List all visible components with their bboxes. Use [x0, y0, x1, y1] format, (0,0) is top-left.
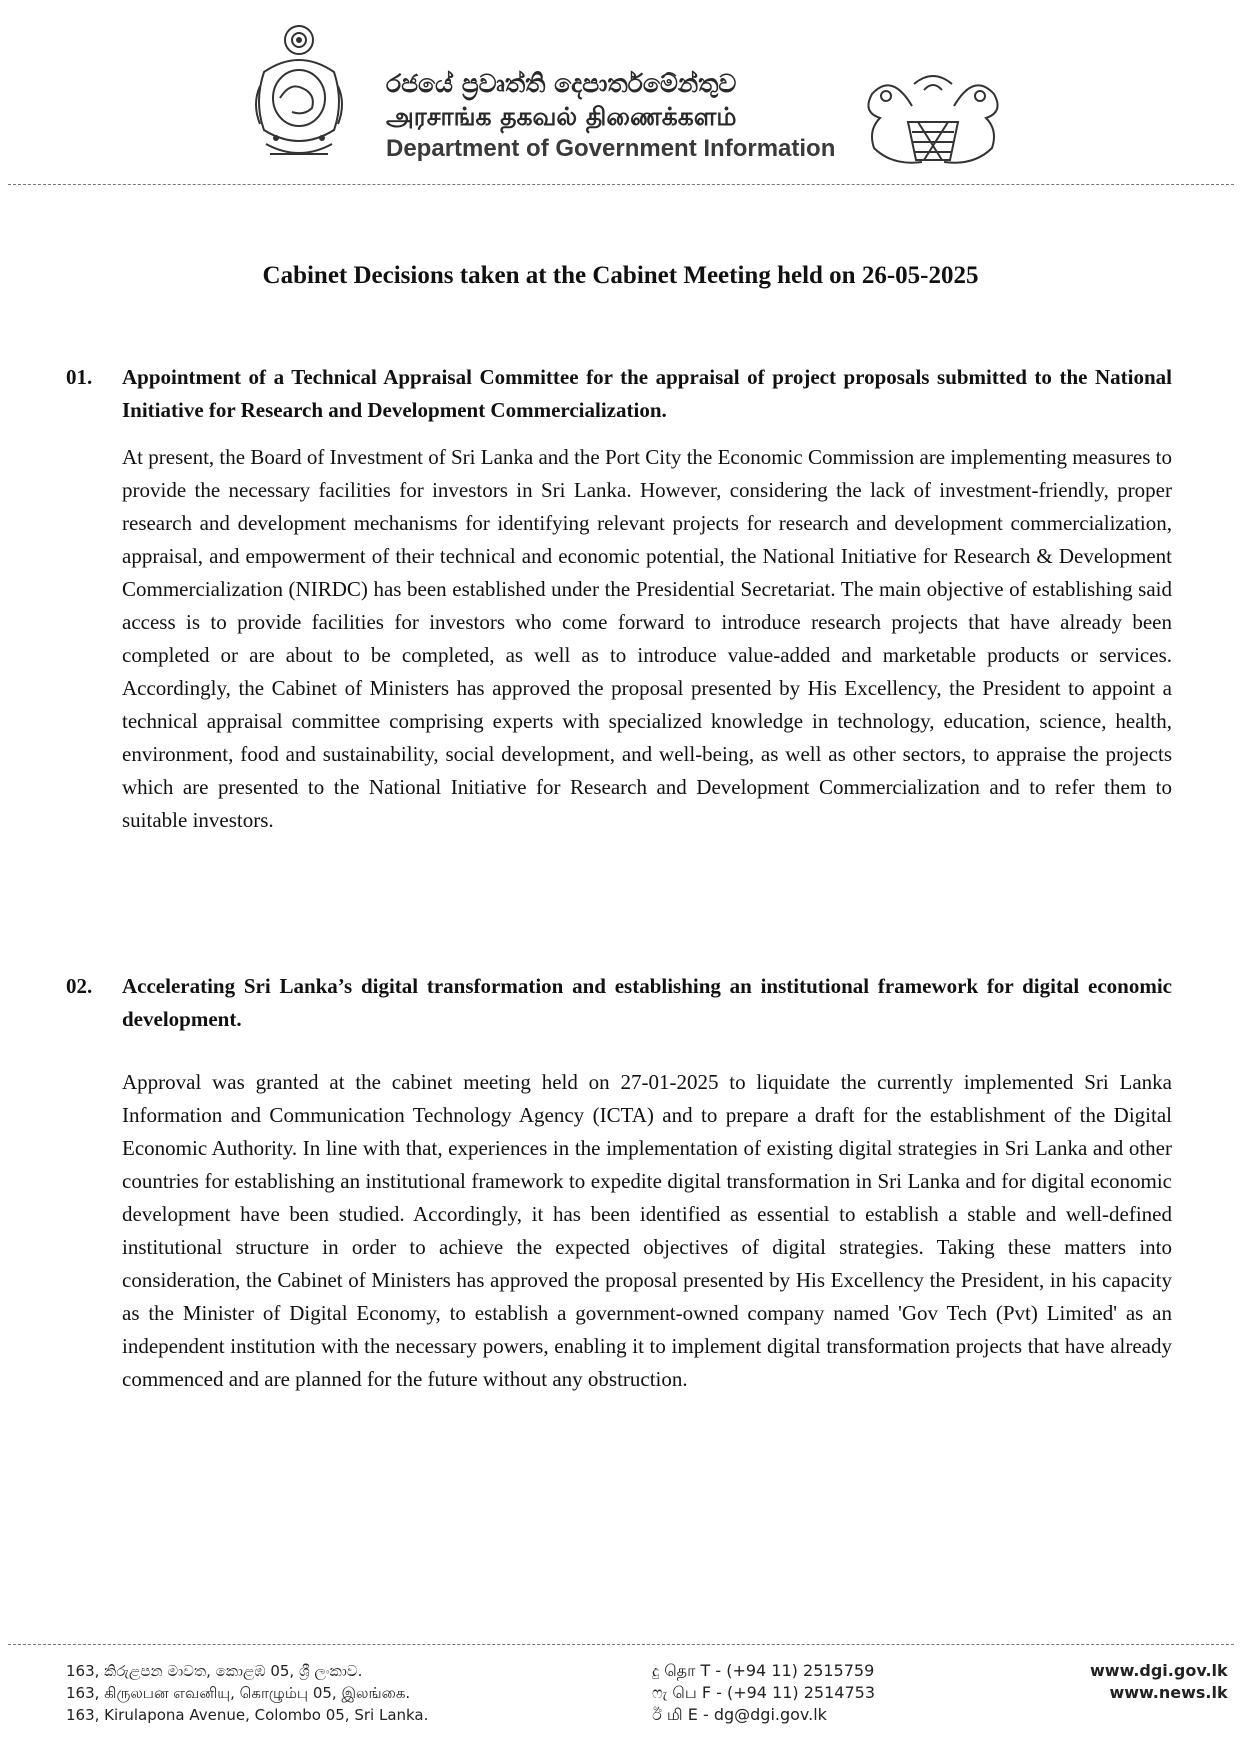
- email-line[interactable]: ඊ மி E - dg@dgi.gov.lk: [652, 1705, 827, 1724]
- letterhead: [0, 0, 1241, 190]
- department-name-tamil: அரசாங்க தகவல் திணைக்களம்: [386, 102, 737, 131]
- footer: [0, 1656, 1241, 1746]
- fax-line: ෆැ பெ F - (+94 11) 2514753: [652, 1683, 876, 1702]
- footer-contacts: [652, 1660, 875, 1726]
- website-link-dgi[interactable]: www.dgi.gov.lk: [1090, 1661, 1228, 1680]
- address-line-english: 163, Kirulapona Avenue, Colombo 05, Sri Lanka.: [66, 1706, 429, 1724]
- decision-section: [66, 361, 1172, 837]
- footer-divider: [8, 1644, 1234, 1645]
- department-swan-logo-icon: [852, 66, 1014, 174]
- department-name-english: Department of Government Information: [386, 135, 836, 162]
- header-divider: [8, 184, 1234, 185]
- document-title: Cabinet Decisions taken at the Cabinet Meeting held on 26-05-2025: [262, 262, 979, 289]
- department-name: [386, 68, 836, 164]
- department-name-sinhala: රජයේ ප්‍රවෘත්ති දෙපාර්තමේන්තුව: [386, 69, 737, 98]
- address-line-sinhala: 163, කිරුළපන මාවත, කොළඹ 05, ශ්‍රී ලංකාව.: [66, 1662, 363, 1680]
- sri-lanka-emblem-icon: [246, 12, 352, 167]
- footer-address: [66, 1660, 428, 1726]
- section-heading: Accelerating Sri Lanka’s digital transformation and establishing an institutional framework for digital economic development.: [122, 974, 1172, 1031]
- section-number: 01.: [66, 365, 93, 389]
- footer-websites: [1090, 1660, 1228, 1704]
- decision-section: [66, 970, 1172, 1396]
- telephone-line: දු தொ T - (+94 11) 2515759: [652, 1661, 875, 1680]
- section-body: At present, the Board of Investment of Sri Lanka and the Port City the Economic Commission are implementing measures to provide the necessary facilities for investors in Sri Lanka. However, considering the lack of investment-friendly, proper research and development mechanisms for identifying relevant projects for research and development commercialization, appraisal, and empowerment of their technical and economic potential, the National Initiative for Research & Development Commercialization (NIRDC) has been established under the Presidential Secretariat. The main objective of establishing said access is to provide facilities for investors who come forward to introduce research projects that have already been completed or are about to be completed, as well as to introduce value-added and marketable products or services. Accordingly, the Cabinet of Ministers has approved the proposal presented by His Excellency, the President to appoint a technical appraisal committee comprising experts with specialized knowledge in technology, education, science, health, environment, food and sustainability, social development, and well-being, as well as other sectors, to appraise the projects which are presented to the National Initiative for Research and Development Commercialization and to refer them to suitable investors.: [122, 445, 1172, 832]
- section-heading: Appointment of a Technical Appraisal Committee for the appraisal of project proposals submitted to the National Initiative for Research and Development Commercialization.: [122, 365, 1172, 422]
- website-link-news[interactable]: www.news.lk: [1109, 1683, 1228, 1702]
- section-body: Approval was granted at the cabinet meeting held on 27-01-2025 to liquidate the currently implemented Sri Lanka Information and Communication Technology Agency (ICTA) and to prepare a draft for the establishment of the Digital Economic Authority. In line with that, experiences in the implementation of existing digital strategies in Sri Lanka and other countries for establishing an institutional framework to expedite digital transformation in Sri Lanka and for digital economic development have been studied. Accordingly, it has been identified as essential to establish a stable and well-defined institutional structure in order to achieve the expected objectives of digital strategies. Taking these matters into consideration, the Cabinet of Ministers has approved the proposal presented by His Excellency the President, in his capacity as the Minister of Digital Economy, to establish a government-owned company named 'Gov Tech (Pvt) Limited' as an independent institution with the necessary powers, enabling it to implement digital transformation projects that have already commenced and are planned for the future without any obstruction.: [122, 1070, 1172, 1391]
- section-number: 02.: [66, 974, 93, 998]
- address-line-tamil: 163, கிருலபன எவனியு, கொழும்பு 05, இலங்கை.: [66, 1684, 411, 1702]
